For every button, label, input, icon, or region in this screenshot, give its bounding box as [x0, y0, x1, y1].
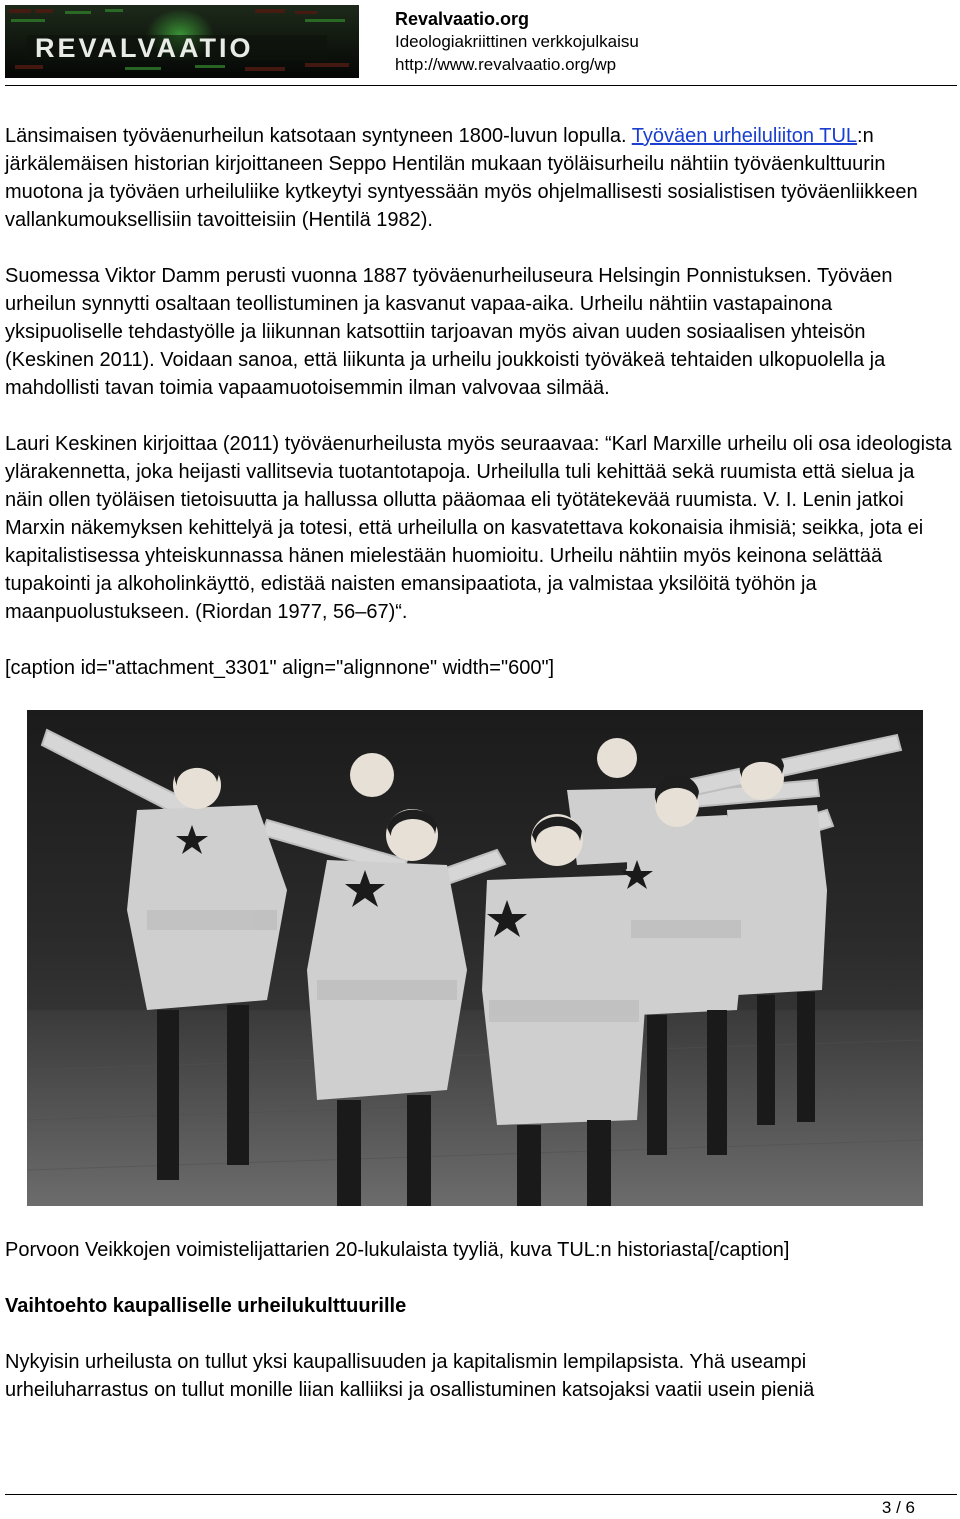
photo-graphic — [27, 710, 923, 1206]
logo-graphic — [5, 5, 359, 78]
footer-divider — [5, 1494, 957, 1495]
paragraph-1-start: Länsimaisen työväenurheilun katsotaan syntyneen 1800-luvun lopulla. — [5, 125, 632, 147]
gymnasts-photo — [27, 710, 923, 1206]
paragraph-2: Suomessa Viktor Damm perusti vuonna 1887 työväenurheiluseura Helsingin Ponnistuksen. Työväen urheilun synnytti osaltaan teollistuminen ja kasvanut vapaa-aika. Urheilu nähtiin vastapainona yksipuoliselle tehdastyölle ja liikunnan katsottiin tarjoavan myös aivan uuden sosiaalisen yhteisön (Keskinen 2011). Voidaan sanoa, että liikunta ja urheilu joukkoisti työväkeä tehtaiden ulkopuolella ja mahdollisti tavan toimia vapaamuotoisemmin ilman valvovaa silmää. — [5, 265, 893, 399]
paragraph-4: Nykyisin urheilusta on tullut yksi kaupallisuuden ja kapitalismin lempilapsista. Yhä useampi urheiluharrastus on tullut monille liian kalliiksi ja osallistuminen katsojaksi vaatii usein pieniä — [5, 1351, 815, 1401]
paragraph-1-end: :n järkälemäisen historian kirjoittaneen Seppo Hentilän mukaan työläisurheilu nähtiin työväenkulttuurin muotona ja työväen urheiluliike kytkeytyi syntyessään myös ohjelmallisesti sosialistisen työväenliikkeen vallankumouksellisiin tavoitteisiin (Hentilä 1982). — [5, 125, 918, 231]
header-divider — [5, 85, 957, 86]
paragraph-3: Lauri Keskinen kirjoittaa (2011) työväenurheilusta myös seuraavaa: “Karl Marxille urheilu oli osa ideologista ylärakennetta, joka heijasti vallitsevia tuotantotapoja. Urheilulla tuli kehittää sekä ruumista että sielua ja näin ollen työläisen tietoisuutta ja hallussa ollutta pääomaa eli työtätekevää ruumista. V. I. Lenin jatkoi Marxin näkemyksen kehittelyä ja totesi, että urheilulla on kasvatettava kokonaisia ihmisiä; seikka, jota ei kapitalistisessa yhteiskunnassa hänen mielestään huomioitu. Urheilu nähtiin myös keinona selättää tupakointi ja alkoholinkäyttö, edistää naisten emansipaatiota, ja valmistaa yksilöitä työhön ja maanpuolustukseen. (Riordan 1977, 56–67)“. — [5, 433, 952, 623]
photo-caption: Porvoon Veikkojen voimistelijattarien 20-lukulaista tyyliä, kuva TUL:n historiasta[/caption] — [5, 1239, 790, 1261]
caption-shortcode: [caption id="attachment_3301" align="alignnone" width="600"] — [5, 657, 555, 679]
site-subtitle: Ideologiakriittinen verkkojulkaisu — [395, 32, 639, 51]
page-number: 3 / 6 — [881, 1498, 915, 1517]
site-title[interactable]: Revalvaatio.org — [395, 9, 530, 29]
section-heading: Vaihtoehto kaupalliselle urheilukulttuurille — [5, 1295, 407, 1317]
site-logo[interactable] — [5, 5, 359, 78]
page-header — [0, 0, 960, 86]
tul-link[interactable]: Työväen urheiluliiton TUL — [631, 125, 858, 147]
paragraph-1 — [5, 122, 955, 234]
article-body — [5, 122, 955, 1432]
site-info — [395, 8, 639, 76]
logo-text: REVALVAATIO — [35, 33, 254, 63]
site-url[interactable]: http://www.revalvaatio.org/wp — [395, 55, 617, 74]
